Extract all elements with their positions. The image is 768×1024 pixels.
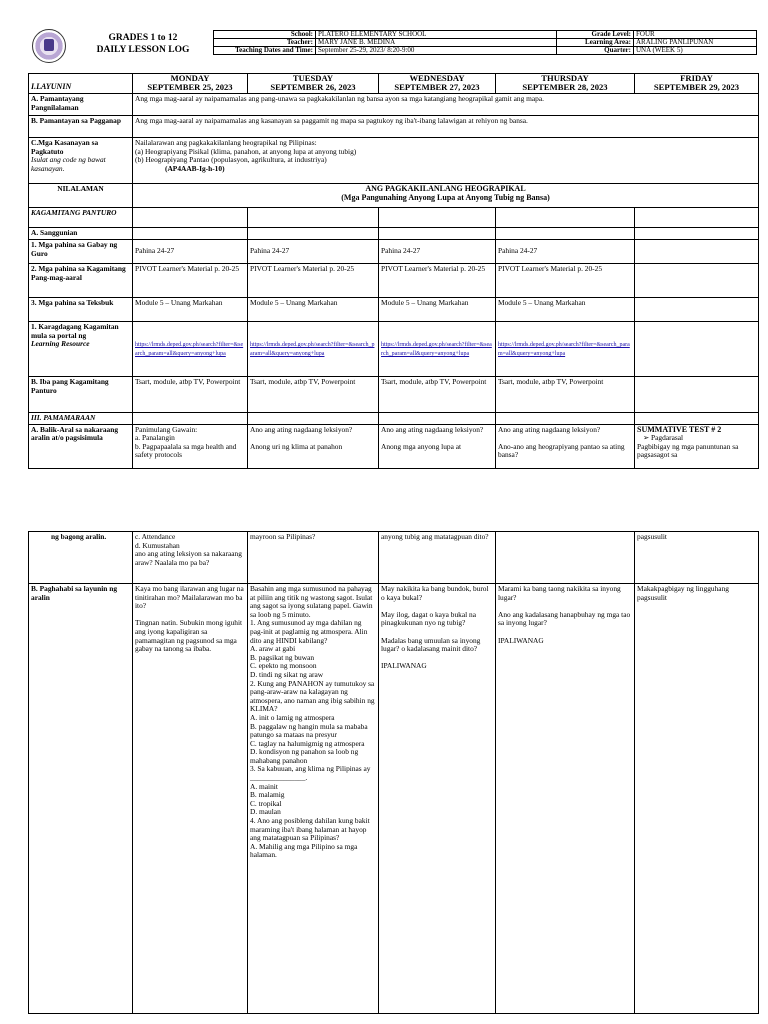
grade-label: Grade Level:: [557, 31, 634, 39]
gabay-guro-label: 1. Mga pahina sa Gabay ng Guro: [29, 240, 133, 264]
balik-aral-label: A. Balik-Aral sa nakaraang aralin at/o pagsisimula: [29, 424, 133, 468]
balik-aral-tuesday-cont: mayroon sa Pilipinas?: [248, 532, 379, 584]
kagamitan-tuesday: PIVOT Learner's Material p. 20-25: [248, 264, 379, 298]
day-header-monday: MONDAY SEPTEMBER 25, 2023: [133, 74, 248, 94]
balik-aral-monday: Panimulang Gawain: a. Panalangin b. Pagpapaalala sa mga health and safety protocols: [133, 424, 248, 468]
teacher-label: Teacher:: [214, 39, 316, 47]
portal-cell-wednesday: [379, 322, 496, 377]
day-header-tuesday: TUESDAY SEPTEMBER 26, 2023: [248, 74, 379, 94]
school-value: PLATERO ELEMENTARY SCHOOL: [316, 31, 557, 39]
balik-aral-friday: SUMMATIVE TEST # 2 ➢ Pagdarasal Pagbibigay ng mga panuntunan sa pagsasagot sa: [635, 424, 759, 468]
teksbuk-friday: [635, 298, 759, 322]
portal-cell-thursday: [496, 322, 635, 377]
teksbuk-wednesday: Module 5 – Unang Markahan: [379, 298, 496, 322]
paghahabi-monday: Kaya mo bang ilarawan ang lugar na tinitirahan mo? Mailalarawan mo ba ito? Tingnan natin. Subukin mong iguhit ang iyong kapaligiran sa pamamagitan ng pagsunod sa mga gabay na tanong sa ibaba.: [133, 584, 248, 1014]
paghahabi-tuesday: Basahin ang mga sumusunod na pahayag at piliin ang titik ng wastong sagot. Isulat ang sagot sa iyong sulatang papel. Gawin sa loob ng 5 minuto. 1. Ang sumusunod ay mga dahilan ng pag-init at paglamig ng atmospera. Alin dito ang HINDI kabilang? A. araw at gabi B. pagsikat ng buwan C. epekto ng monsoon D. tindi ng sikat ng araw 2. Kung ang PANAHON ay tumutukoy sa pang-araw-araw na kalagayan ng atmospera, ano naman ang ibig sabihin ng KLIMA? A. init o lamig ng atmospera B. paggalaw ng hangin mula sa mababa patungo sa mataas na presyur C. taglay na halumigmig ng atmospera D. kondisyon ng panahon sa loob ng mahabang panahon 3. Sa kabuuan, ang klima ng Pilipinas ay _______________. A. mainit B. malamig C. tropikal D. maulan 4. Ano ang posibleng dahilan kung bakit maraming iba't ibang halaman at hayop ang matatagpuan sa Pilipinas? A. Mahilig ang mga Pilipino sa mga halaman.: [248, 584, 379, 1014]
title-grades: GRADES 1 to 12: [108, 33, 178, 43]
kagamitan-pang-mag-aaral-label: 2. Mga pahina sa Kagamitang Pang-mag-aaral: [29, 264, 133, 298]
teksbuk-thursday: Module 5 – Unang Markahan: [496, 298, 635, 322]
deped-seal-logo: [32, 29, 66, 63]
gabay-guro-thursday: Pahina 24-27: [496, 240, 635, 264]
dates-value: September 25-29, 2023/ 8:20-9:00: [316, 47, 557, 55]
iba-tuesday: Tsart, module, atbp TV, Powerpoint: [248, 377, 379, 413]
teacher-value: MARY JANE B. MEDINA: [316, 39, 557, 47]
teksbuk-monday: Module 5 – Unang Markahan: [133, 298, 248, 322]
nilalaman-label: NILALAMAN: [29, 184, 133, 208]
portal-cell-tuesday: [248, 322, 379, 377]
paghahabi-friday: Makakpagbigay ng lingguhang pagsusulit: [635, 584, 759, 1014]
quarter-value: UNA (WEEK 5): [634, 47, 757, 55]
quarter-label: Quarter:: [557, 47, 634, 55]
pamantayan-pagganap-text: Ang mga mag-aaral ay naipamamalas ang kasanayan sa paggamit ng mapa sa pagtukoy ng iba't-ibang lalawigan at rehiyon ng bansa.: [133, 116, 759, 138]
paghahabi-label: B. Paghahabi sa layunin ng aralin: [29, 584, 133, 1014]
lesson-log-table-page1: [28, 73, 759, 469]
dates-label: Teaching Dates and Time:: [214, 47, 316, 55]
gabay-guro-monday: Pahina 24-27: [133, 240, 248, 264]
nilalaman-title: ANG PAGKAKILANLANG HEOGRAPIKAL (Mga Pangunahing Anyong Lupa at Anyong Tubig ng Bansa): [133, 184, 759, 208]
iba-monday: Tsart, module, atbp TV, Powerpoint: [133, 377, 248, 413]
iba-pang-kagamitan-label: B. Iba pang Kagamitang Panturo: [29, 377, 133, 413]
balik-aral-monday-cont: c. Attendance d. Kumustahan ano ang ating leksiyon sa nakaraang araw? Naalala mo pa ba?: [133, 532, 248, 584]
day-header-wednesday: WEDNESDAY SEPTEMBER 27, 2023: [379, 74, 496, 94]
portal-link-wednesday[interactable]: https://lrmds.deped.gov.ph/search?filter=&search_param=all&query=anyong+lupa: [381, 342, 492, 357]
gabay-guro-tuesday: Pahina 24-27: [248, 240, 379, 264]
balik-aral-friday-cont: pagsusulit: [635, 532, 759, 584]
paghahabi-wednesday: May nakikita ka bang bundok, burol o kaya bukal? May ilog, dagat o kaya bukal na pinagkukunan nyo ng tubig? Madalas bang umuulan sa inyong lugar? o kadalasang mainit dito? IPALIWANAG: [379, 584, 496, 1014]
day-header-friday: FRIDAY SEPTEMBER 29, 2023: [635, 74, 759, 94]
row-label-pamantayan-pagganap: B. Pamantayan sa Pagganap: [29, 116, 133, 138]
kagamitan-thursday: PIVOT Learner's Material p. 20-25: [496, 264, 635, 298]
portal-label: 1. Karagdagang Kagamitan mula sa portal ng Learning Resource: [29, 322, 133, 377]
gabay-guro-friday: [635, 240, 759, 264]
kagamitan-friday: [635, 264, 759, 298]
grade-value: FOUR: [634, 31, 757, 39]
day-header-thursday: THURSDAY SEPTEMBER 28, 2023: [496, 74, 635, 94]
portal-link-tuesday[interactable]: https://lrmds.deped.gov.ph/search?filter=&search_param=all&query=anyong+lupa: [250, 342, 375, 357]
balik-aral-thursday-cont: [496, 532, 635, 584]
iba-friday: [635, 377, 759, 413]
iba-thursday: Tsart, module, atbp TV, Powerpoint: [496, 377, 635, 413]
balik-aral-thursday: Ano ang ating nagdaang leksiyon? Ano-ano ang heograpiyang pantao sa ating bansa?: [496, 424, 635, 468]
header-info-table: [213, 30, 757, 55]
balik-aral-label-cont: ng bagong aralin.: [29, 532, 133, 584]
kagamitan-heading: KAGAMITANG PANTURO: [29, 208, 133, 228]
portal-link-thursday[interactable]: https://lrmds.deped.gov.ph/search?filter=&search_param=all&query=anyong+lupa: [498, 342, 630, 357]
school-label: School:: [214, 31, 316, 39]
kagamitan-wednesday: PIVOT Learner's Material p. 20-25: [379, 264, 496, 298]
pamantayang-pangnilalaman-text: Ang mga mag-aaral ay naipamamalas ang pang-unawa sa pagkakakilanlan ng bansa ayon sa mga katangiang heograpikal gamit ang mapa.: [133, 94, 759, 116]
kagamitan-monday: PIVOT Learner's Material p. 20-25: [133, 264, 248, 298]
portal-link-monday[interactable]: https://lrmds.deped.gov.ph/search?filter=&search_param=all&query=anyong+lupa: [135, 342, 244, 357]
pamamaraan-heading: III. PAMAMARAAN: [29, 413, 133, 425]
row-label-pamantayang-pangnilalaman: A. Pamantayang Pangnilalaman: [29, 94, 133, 116]
lesson-log-table-page2: [28, 531, 759, 1014]
kasanayan-text: Nailalarawan ang pagkakakilanlang heograpikal ng Pilipinas: (a) Heograpiyang Pisikal (klima, panahon, at anyong lupa at anyong tubig) (b) Heograpiyang Pantao (populasyon, agrikultura, at industriya) (AP4AAB-Ig-h-10): [133, 138, 759, 184]
title-dll: DAILY LESSON LOG: [96, 45, 190, 55]
portal-cell-friday: [635, 322, 759, 377]
document-title: [78, 32, 208, 56]
balik-aral-tuesday: Ano ang ating nagdaang leksiyon? Anong uri ng klima at panahon: [248, 424, 379, 468]
area-label: Learning Area:: [557, 39, 634, 47]
gabay-guro-wednesday: Pahina 24-27: [379, 240, 496, 264]
layunin-heading: I.LAYUNIN: [29, 74, 133, 94]
sanggunian-label: A. Sanggunian: [29, 228, 133, 240]
teksbuk-tuesday: Module 5 – Unang Markahan: [248, 298, 379, 322]
row-label-kasanayan: C.Mga Kasanayan sa Pagkatuto Isulat ang code ng bawat kasanayan.: [29, 138, 133, 184]
portal-cell-monday: [133, 322, 248, 377]
area-value: ARALING PANLIPUNAN: [634, 39, 757, 47]
paghahabi-thursday: Marami ka bang taong nakikita sa inyong lugar? Ano ang kadalasang hanapbuhay ng mga tao sa inyong lugar? IPALIWANAG: [496, 584, 635, 1014]
balik-aral-wednesday: Ano ang ating nagdaang leksiyon? Anong mga anyong lupa at: [379, 424, 496, 468]
iba-wednesday: Tsart, module, atbp TV, Powerpoint: [379, 377, 496, 413]
teksbuk-label: 3. Mga pahina sa Teksbuk: [29, 298, 133, 322]
balik-aral-wednesday-cont: anyong tubig ang matatagpuan dito?: [379, 532, 496, 584]
